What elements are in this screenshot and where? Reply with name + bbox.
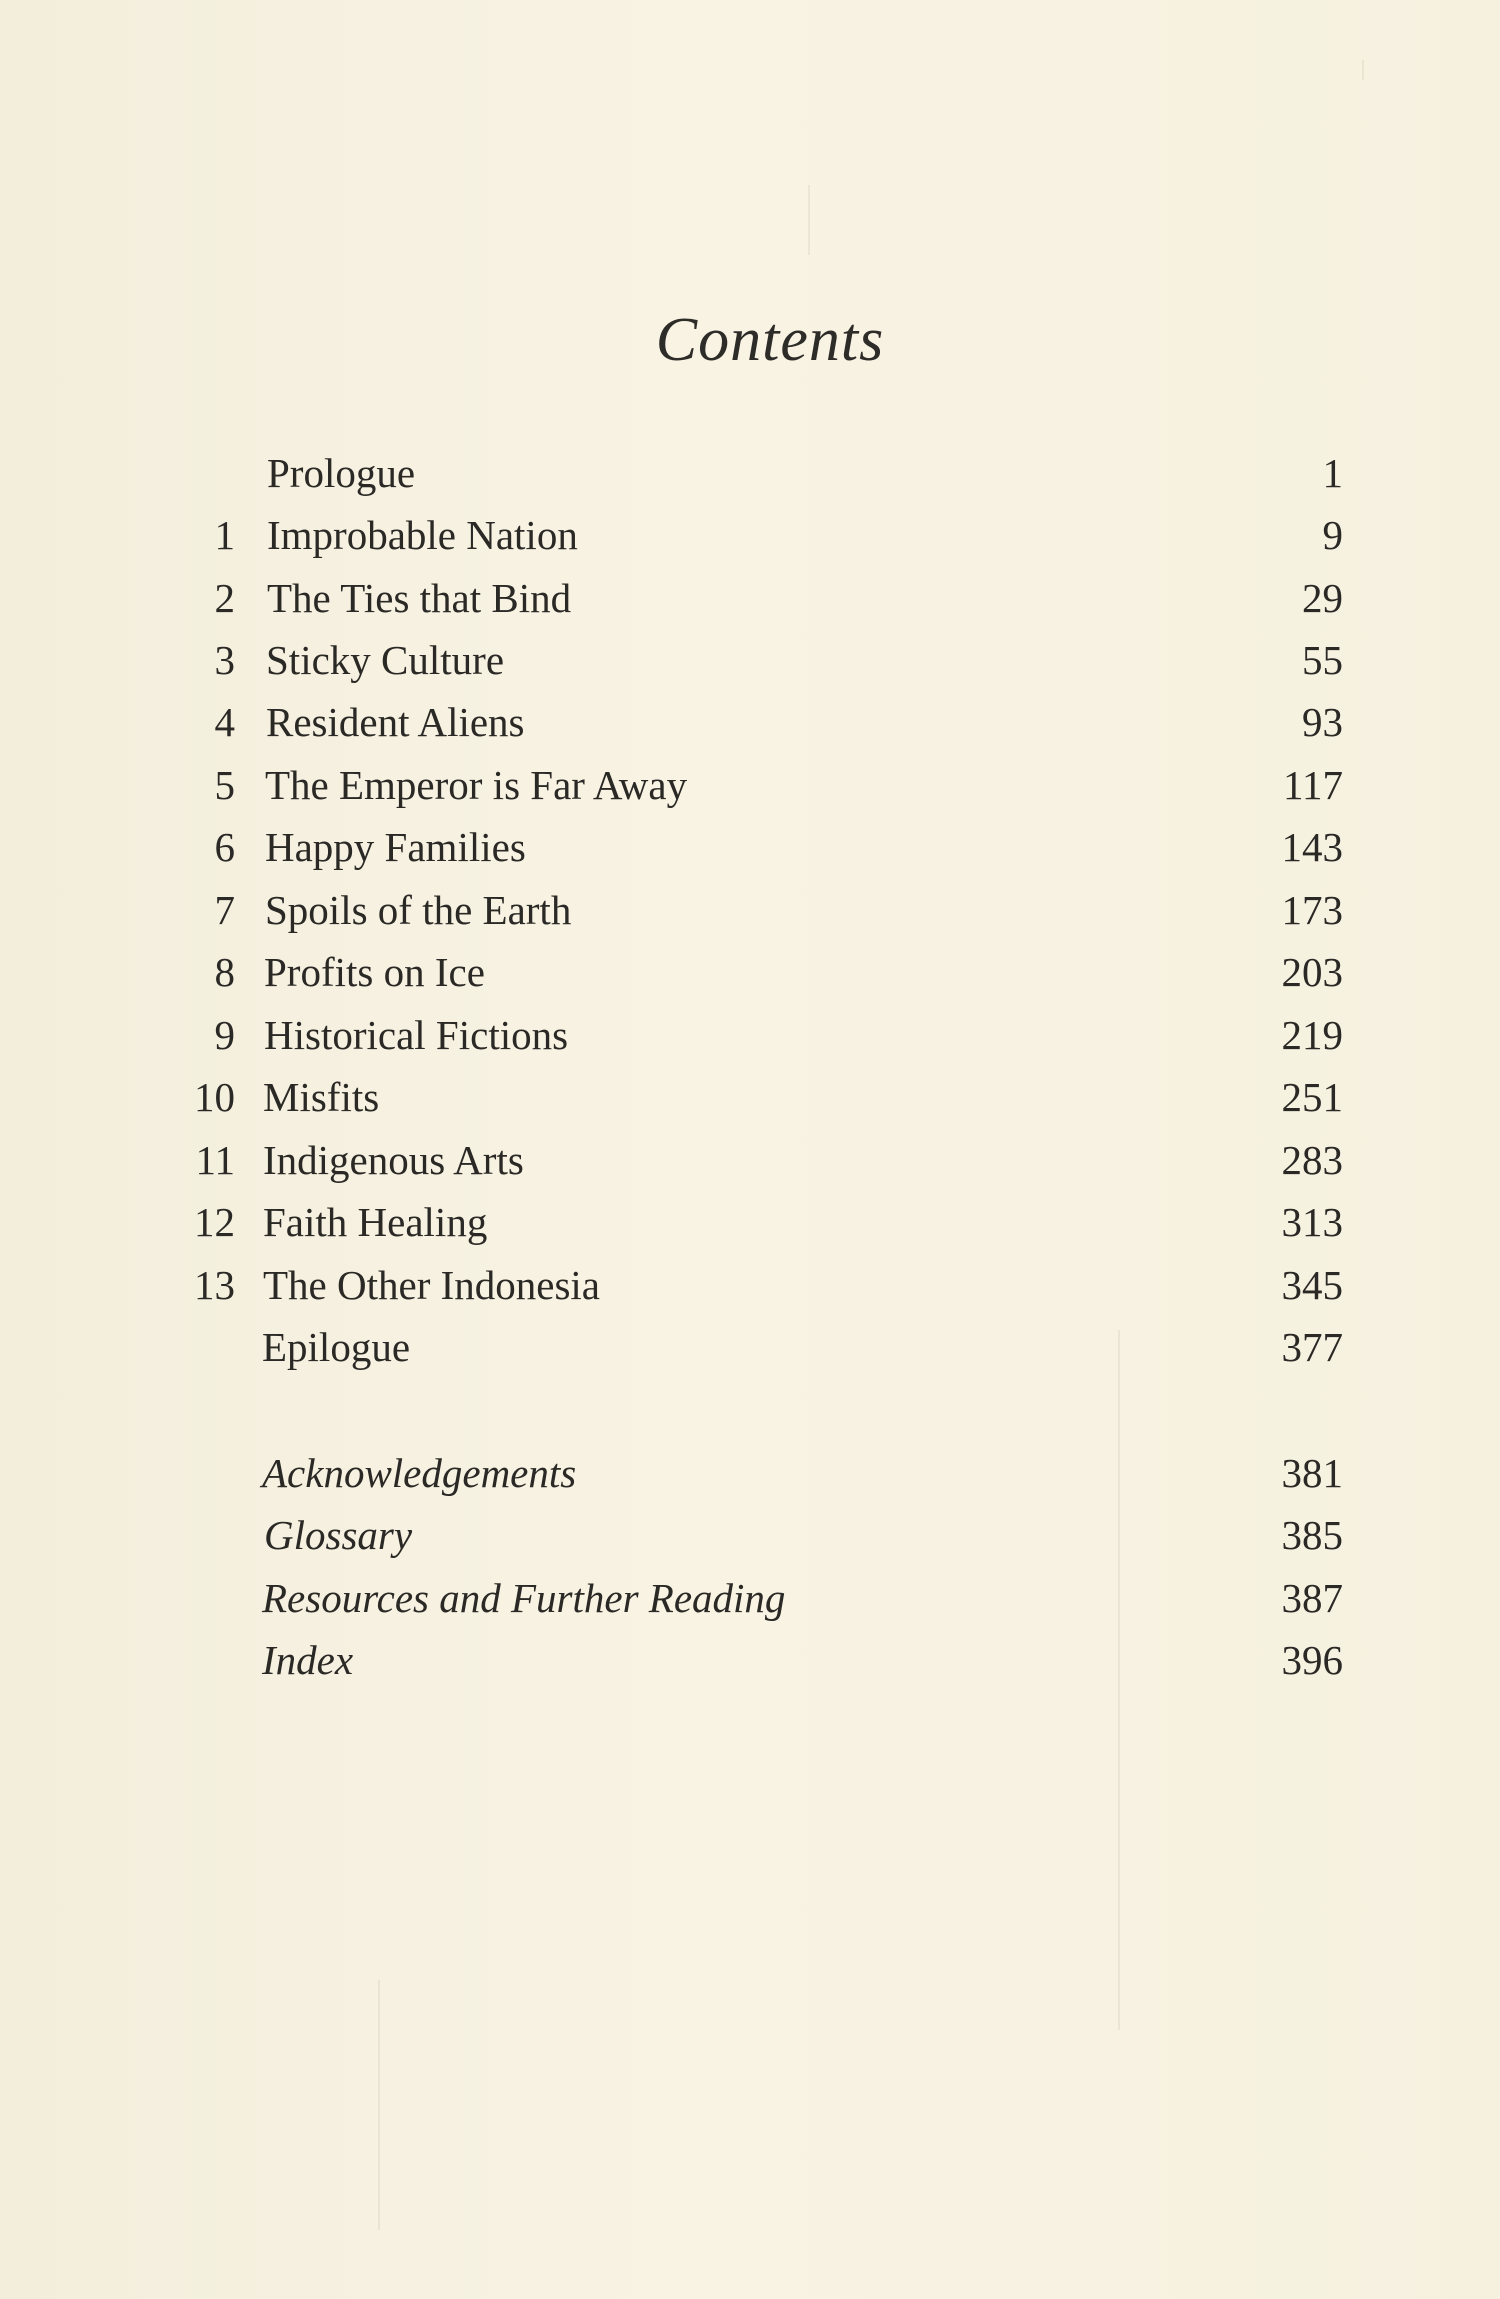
chapter-page: 1 xyxy=(1322,450,1343,496)
chapter-number: 13 xyxy=(194,1262,235,1308)
chapter-title: Improbable Nation xyxy=(267,512,578,558)
page-title: Contents xyxy=(655,306,885,374)
chapter-page: 283 xyxy=(1281,1137,1343,1183)
chapter-title: Misfits xyxy=(263,1074,380,1120)
chapter-title: The Ties that Bind xyxy=(267,575,572,621)
back-matter-page: 396 xyxy=(1281,1637,1343,1683)
toc-entry-prologue xyxy=(0,443,1500,503)
toc-entry-chapter-6 xyxy=(0,817,1500,877)
back-matter-title: Index xyxy=(262,1637,354,1683)
back-matter-title: Resources and Further Reading xyxy=(262,1575,786,1621)
toc-entry-chapter-9 xyxy=(0,1005,1500,1065)
scan-mark xyxy=(378,1980,380,2230)
chapter-number: 12 xyxy=(194,1199,235,1245)
toc-entry-index xyxy=(0,1630,1500,1690)
scan-mark xyxy=(1362,60,1364,80)
back-matter-title: Glossary xyxy=(264,1512,413,1558)
toc-entry-acknowledgements xyxy=(0,1443,1500,1503)
chapter-number: 1 xyxy=(214,512,235,558)
toc-entry-chapter-8 xyxy=(0,942,1500,1002)
chapter-page: 251 xyxy=(1281,1074,1343,1120)
chapter-title: Spoils of the Earth xyxy=(265,887,572,933)
chapter-number: 7 xyxy=(214,887,235,933)
chapter-page: 55 xyxy=(1302,637,1343,683)
chapter-title: Epilogue xyxy=(262,1324,411,1370)
chapter-page: 173 xyxy=(1281,887,1343,933)
chapter-page: 203 xyxy=(1281,949,1343,995)
chapter-page: 117 xyxy=(1283,762,1343,808)
back-matter-title: Acknowledgements xyxy=(262,1450,577,1496)
chapter-number: 11 xyxy=(195,1137,235,1183)
chapter-title: Happy Families xyxy=(265,824,526,870)
back-matter-page: 381 xyxy=(1281,1450,1343,1496)
chapter-number: 10 xyxy=(194,1074,235,1120)
chapter-title: The Other Indonesia xyxy=(263,1262,600,1308)
chapter-title: Profits on Ice xyxy=(264,949,485,995)
chapter-page: 93 xyxy=(1302,699,1343,745)
toc-entry-chapter-13 xyxy=(0,1255,1500,1315)
chapter-number: 5 xyxy=(214,762,235,808)
chapter-title: Resident Aliens xyxy=(266,699,525,745)
back-matter-page: 385 xyxy=(1281,1512,1343,1558)
chapter-page: 143 xyxy=(1281,824,1343,870)
chapter-page: 9 xyxy=(1322,512,1343,558)
chapter-title: Historical Fictions xyxy=(264,1012,569,1058)
chapter-title: Faith Healing xyxy=(263,1199,488,1245)
chapter-title: The Emperor is Far Away xyxy=(265,762,688,808)
chapter-page: 345 xyxy=(1281,1262,1343,1308)
toc-entry-resources xyxy=(0,1568,1500,1628)
toc-entry-chapter-5 xyxy=(0,755,1500,815)
chapter-number: 2 xyxy=(214,575,235,621)
toc-entry-chapter-10 xyxy=(0,1067,1500,1127)
toc-entry-chapter-2 xyxy=(0,568,1500,628)
toc-entry-chapter-7 xyxy=(0,880,1500,940)
chapter-page: 29 xyxy=(1302,575,1343,621)
chapter-number: 3 xyxy=(214,637,235,683)
chapter-number: 9 xyxy=(214,1012,235,1058)
chapter-number: 6 xyxy=(214,824,235,870)
scan-mark xyxy=(808,185,810,255)
toc-entry-epilogue xyxy=(0,1317,1500,1377)
toc-entry-chapter-4 xyxy=(0,692,1500,752)
chapter-title: Sticky Culture xyxy=(266,637,505,683)
chapter-number: 8 xyxy=(214,949,235,995)
toc-entry-chapter-12 xyxy=(0,1192,1500,1252)
chapter-title: Indigenous Arts xyxy=(263,1137,524,1183)
toc-entry-glossary xyxy=(0,1505,1500,1565)
chapter-page: 377 xyxy=(1281,1324,1343,1370)
toc-entry-chapter-1 xyxy=(0,505,1500,565)
chapter-title: Prologue xyxy=(267,450,416,496)
toc-entry-chapter-3 xyxy=(0,630,1500,690)
toc-entry-chapter-11 xyxy=(0,1130,1500,1190)
chapter-page: 313 xyxy=(1281,1199,1343,1245)
chapter-number: 4 xyxy=(214,699,235,745)
back-matter-page: 387 xyxy=(1281,1575,1343,1621)
chapter-page: 219 xyxy=(1281,1012,1343,1058)
